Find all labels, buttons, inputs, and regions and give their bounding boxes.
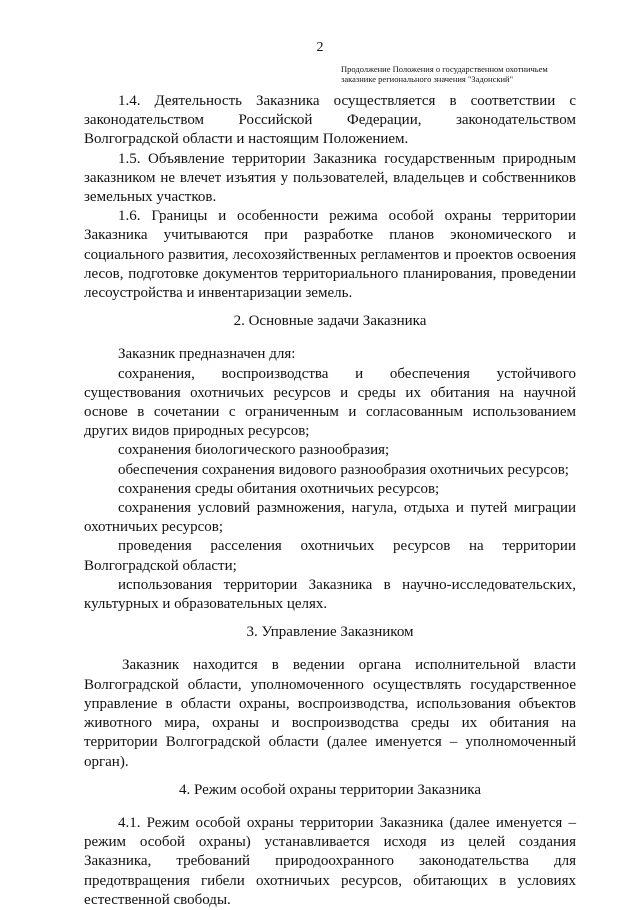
paragraph-3: Заказник находится в ведении органа исполнительной власти Волгоградской области, уполномоченного осуществлять государственное управление в области охраны, воспроизводства, использования объектов животного мира, охраны и воспроизводства среды их обитания на территории Волгоградской области (далее именуется – уполномоченный орган). [84,657,576,770]
section-2-intro: Заказник предназначен для: [118,346,296,363]
page-number: 2 [316,40,324,55]
paragraph-4-1: 4.1. Режим особой охраны территории Заказника (далее именуется – режим особой охраны) устанавливается исходя из целей создания Заказника, требований природоохранного законодательства для предотвращения гибели охотничьих ресурсов, обитающих в условиях естественной свободы. [84,814,576,908]
task-item: использования территории Заказника в научно-исследовательских, культурных и образовательных целях. [84,576,576,613]
document-body [84,92,576,910]
running-header-line-2: заказнике регионального значения "Задонский" [341,74,514,84]
task-item: сохранения условий размножения, нагула, отдыха и путей миграции охотничьих ресурсов; [84,500,576,536]
running-header [341,64,591,84]
task-item: сохранения биологического разнообразия; [118,442,390,459]
paragraph-1-4: 1.4. Деятельность Заказника осуществляется в соответствии с законодательством Российской Федерации, законодательством Волгоградской области и настоящим Положением. [84,93,576,148]
task-item: обеспечения сохранения видового разнообразия охотничьих ресурсов; [118,461,569,478]
section-heading-3: 3. Управление Заказником [246,624,414,641]
task-item: сохранения, воспроизводства и обеспечения устойчивого существования охотничьих ресурсов и среды их обитания на научной основе в сочетании с ограниченным и согласованным использованием других видов природных ресурсов; [84,365,576,440]
section-heading-2: 2. Основные задачи Заказника [233,313,427,330]
paragraph-1-6: 1.6. Границы и особенности режима особой охраны территории Заказника учитываются при разработке планов экономического и социального развития, лесохозяйственных регламентов и проектов освоения лесов, подготовке документов территориального планирования, проведении лесоустройства и инвентаризации земель. [84,208,576,302]
paragraph-1-5: 1.5. Объявление территории Заказника государственным природным заказником не влечет изъятия у пользователей, владельцев и собственников земельных участков. [84,150,576,206]
task-item: проведения расселения охотничьих ресурсов на территории Волгоградской области; [84,538,576,574]
task-item: сохранения среды обитания охотничьих ресурсов; [118,480,440,497]
section-heading-4: 4. Режим особой охраны территории Заказника [178,781,481,798]
running-header-line-1: Продолжение Положения о государственном охотничьем [341,64,548,74]
